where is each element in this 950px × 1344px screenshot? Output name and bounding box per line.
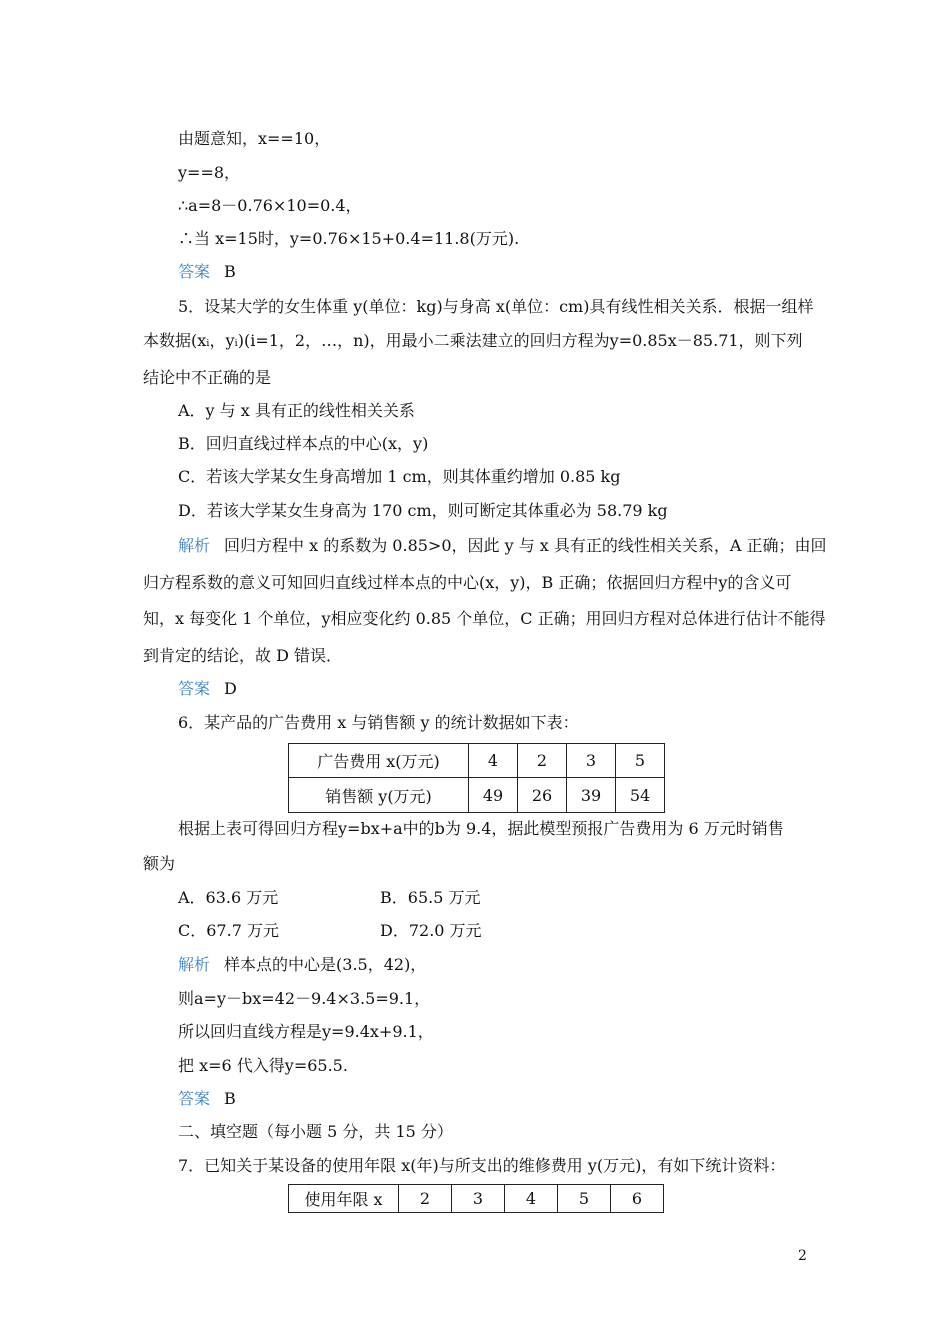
question-6-line: 额为 (143, 854, 176, 873)
answer-label: 答案 (178, 1089, 211, 1108)
solution-text: 样本点的中心是(3.5，42)， (224, 955, 427, 974)
answer-label: 答案 (178, 262, 211, 281)
solution-line (178, 535, 827, 557)
answer-value: D (224, 679, 237, 698)
table-cell: 5 (558, 1185, 611, 1213)
text-line: ∴当 x=15时，y=0.76×15+0.4=11.8(万元). (178, 229, 520, 248)
answer-label: 答案 (178, 679, 211, 698)
table-header-cell: 使用年限 x (289, 1185, 399, 1213)
answer-value: B (224, 1089, 236, 1108)
answer-value: B (224, 262, 236, 281)
question-5-line: 5．设某大学的女生体重 y(单位：kg)与身高 x(单位：cm)具有线性相关关系．根据一组样 (178, 297, 814, 316)
option-b: B．回归直线过样本点的中心(x，y) (178, 434, 429, 453)
question-5-line: 结论中不正确的是 (143, 368, 272, 387)
option-c: C．若该大学某女生身高增加 1 cm，则其体重约增加 0.85 kg (178, 467, 621, 486)
table-cell: 3 (567, 744, 616, 778)
table-header-cell: 销售额 y(万元) (289, 778, 469, 813)
table-cell: 3 (452, 1185, 505, 1213)
text-line: ∴a=8－0.76×10=0.4， (178, 196, 362, 215)
table-cell: 26 (518, 778, 567, 813)
question-6-line: 6．某产品的广告费用 x 与销售额 y 的统计数据如下表： (178, 713, 579, 732)
solution-line: 知，x 每变化 1 个单位，y相应变化约 0.85 个单位，C 正确；用回归方程对总体进行估计不能得 (143, 609, 826, 628)
solution-label: 解析 (178, 536, 211, 555)
table-header-cell: 广告费用 x(万元) (289, 744, 469, 778)
page-number: 2 (798, 1248, 807, 1264)
solution-line: 所以回归直线方程是y=9.4x+9.1， (178, 1022, 434, 1041)
option-c: C．67.7 万元 (178, 921, 279, 940)
answer-line (178, 678, 237, 700)
table-cell: 6 (611, 1185, 664, 1213)
option-a: A．63.6 万元 (178, 888, 279, 907)
solution-line: 归方程系数的意义可知回归直线过样本点的中心(x，y)，B 正确；依据回归方程中y的含义可 (143, 573, 792, 592)
question-7-line: 7．已知关于某设备的使用年限 x(年)与所支出的维修费用 y(万元)，有如下统计资料： (178, 1156, 786, 1175)
data-table-6 (288, 743, 665, 813)
option-d: D．若该大学某女生身高为 170 cm，则可断定其体重必为 58.79 kg (178, 501, 668, 520)
question-5-line: 本数据(xᵢ，yᵢ)(i=1，2，…，n)，用最小二乘法建立的回归方程为y=0.85x－85.71，则下列 (143, 331, 803, 350)
option-d: D．72.0 万元 (380, 921, 482, 940)
text-line: 由题意知，x==10， (178, 129, 331, 148)
data-table-7 (288, 1184, 664, 1213)
text-line: y==8， (178, 163, 241, 182)
table-cell: 39 (567, 778, 616, 813)
table-cell: 5 (616, 744, 665, 778)
option-b: B．65.5 万元 (380, 888, 481, 907)
table-cell: 54 (616, 778, 665, 813)
option-a: A．y 与 x 具有正的线性相关关系 (178, 401, 415, 420)
solution-text: 回归方程中 x 的系数为 0.85>0，因此 y 与 x 具有正的线性相关关系，A 正确；由回 (224, 536, 827, 555)
solution-line: 到肯定的结论，故 D 错误． (143, 646, 343, 665)
solution-label: 解析 (178, 955, 211, 974)
solution-line (178, 954, 426, 976)
table-cell: 2 (518, 744, 567, 778)
table-cell: 4 (505, 1185, 558, 1213)
solution-line: 把 x=6 代入得y=65.5. (178, 1056, 348, 1075)
answer-line (178, 1088, 236, 1110)
answer-line (178, 261, 236, 283)
table-cell: 4 (469, 744, 518, 778)
section-heading: 二、填空题（每小题 5 分，共 15 分） (178, 1122, 453, 1141)
table-cell: 2 (399, 1185, 452, 1213)
question-6-line: 根据上表可得回归方程y=bx+a中的b为 9.4，据此模型预报广告费用为 6 万元时销售 (178, 819, 784, 838)
solution-line: 则a=y－bx=42－9.4×3.5=9.1， (178, 989, 431, 1008)
table-cell: 49 (469, 778, 518, 813)
